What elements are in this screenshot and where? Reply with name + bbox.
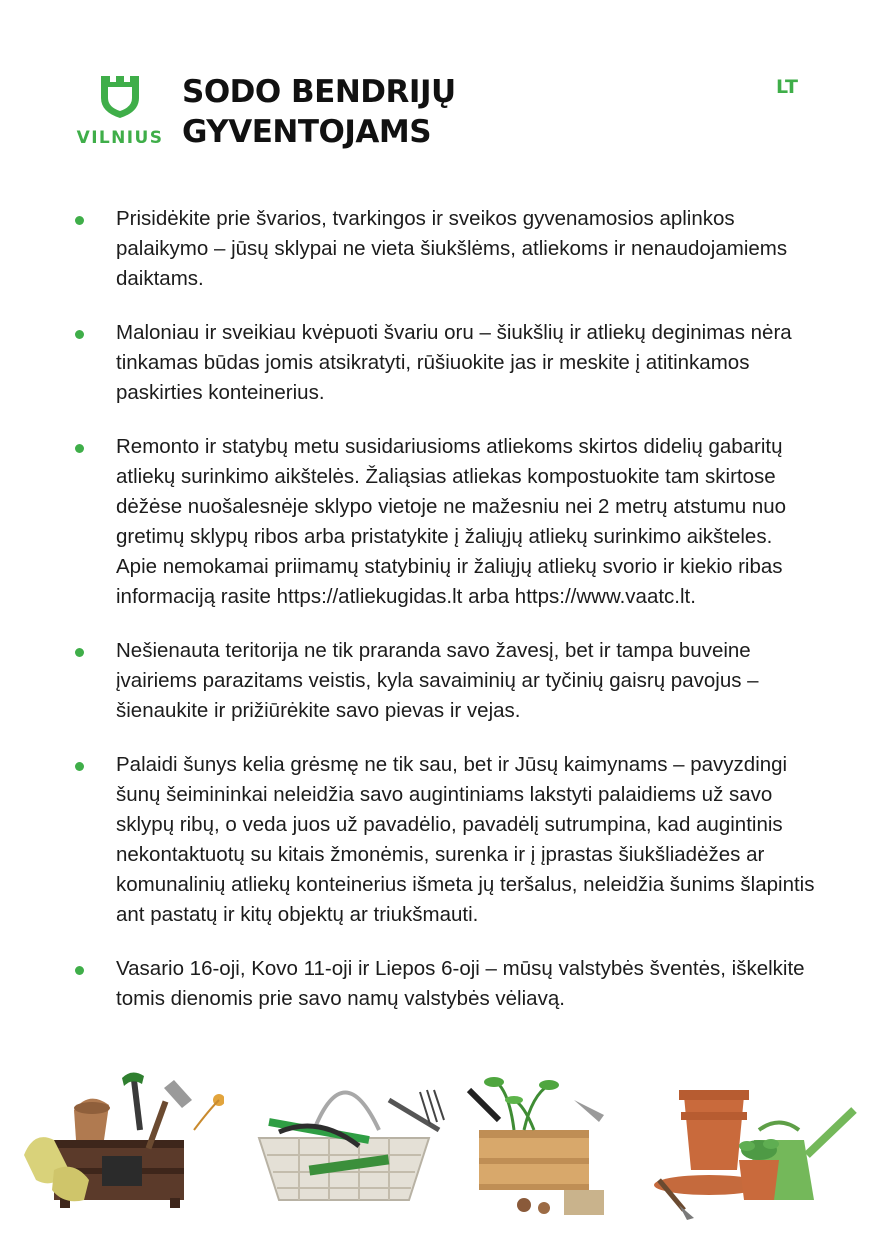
bullet-icon: [75, 216, 84, 225]
list-item: [72, 636, 817, 726]
bullet-icon: [75, 966, 84, 975]
title-line-2: GYVENTOJAMS: [182, 114, 432, 150]
list-item: [72, 750, 817, 930]
wicker-basket-tools-image: [239, 1060, 449, 1220]
logo-text: VILNIUS: [76, 128, 164, 148]
vilnius-logo: [72, 72, 168, 156]
list-item: [72, 204, 817, 294]
castle-tower-icon: [95, 72, 145, 122]
page-title: [182, 72, 456, 152]
list-item-text: Prisidėkite prie švarios, tvarkingos ir sveikos gyvenamosios aplinkos palaikymo – jūsų sklypai ne vieta šiukšlėms, atliekoms ir nenaudojamiems daiktams.: [116, 207, 788, 290]
list-item-text: Maloniau ir sveikiau kvėpuoti švariu oru – šiukšlių ir atliekų deginimas nėra tinkamas būdas jomis atsikratyti, rūšiuokite jas ir meskite į atitinkamos paskirties konteinerius.: [116, 321, 792, 404]
language-code: LT: [776, 76, 798, 98]
flower-pots-watering-can-image: [629, 1060, 864, 1220]
seedling-crate-image: [454, 1060, 624, 1220]
garden-tools-crate-image: [14, 1060, 224, 1220]
bullet-icon: [75, 648, 84, 657]
list-item: [72, 318, 817, 408]
list-item-text: Remonto ir statybų metu susidariusioms atliekoms skirtos didelių gabaritų atliekų surinkimo aikštelės. Žaliąsias atliekas kompostuokite tam skirtose dėžėse nuošalesnėje sklypo vietoje ne mažesniu nei 2 metrų atstumu nuo gretimų sklypų ribos arba pristatykite į žaliųjų atliekų surinkimo aikšteles. Apie nemokamai priimamų statybinių ir žaliųjų atliekų svorio ir kiekio ribas informaciją rasite https://atliekugidas.lt arba https://www.vaatc.lt.: [116, 435, 787, 608]
title-line-1: SODO BENDRIJŲ: [182, 74, 456, 110]
list-item-text: Vasario 16-oji, Kovo 11-oji ir Liepos 6-oji – mūsų valstybės šventės, iškelkite tomis dienomis prie savo namų valstybės vėliavą.: [116, 957, 805, 1010]
bullet-icon: [75, 444, 84, 453]
list-item: [72, 954, 817, 1014]
list-item-text: Nešienauta teritorija ne tik praranda savo žavesį, bet ir tampa buveine įvairiems parazitams veistis, kyla savaiminių ar tyčinių gaisrų pavojus – šienaukite ir prižiūrėkite savo pievas ir vejas.: [116, 639, 759, 722]
list-item-text: Palaidi šunys kelia grėsmę ne tik sau, bet ir Jūsų kaimynams – pavyzdingi šunų šeimininkai neleidžia savo augintiniams lakstyti palaidiems už savo sklypų ribų, o veda juos už pavadėlio, pavadėlį sutrumpina, kad augintinis nekontaktuotų su kitais žmonėmis, surenka ir į įprastas šiukšliadėžes ar komunalinių atliekų konteinerius išmeta jų teršalus, neleidžia šunims šlapintis ant pastatų ir kitų objektų ar triukšmauti.: [116, 753, 815, 926]
bullet-icon: [75, 330, 84, 339]
garden-illustrations: [14, 1060, 864, 1220]
bullet-icon: [75, 762, 84, 771]
advice-list: [72, 204, 817, 1038]
list-item: [72, 432, 817, 612]
